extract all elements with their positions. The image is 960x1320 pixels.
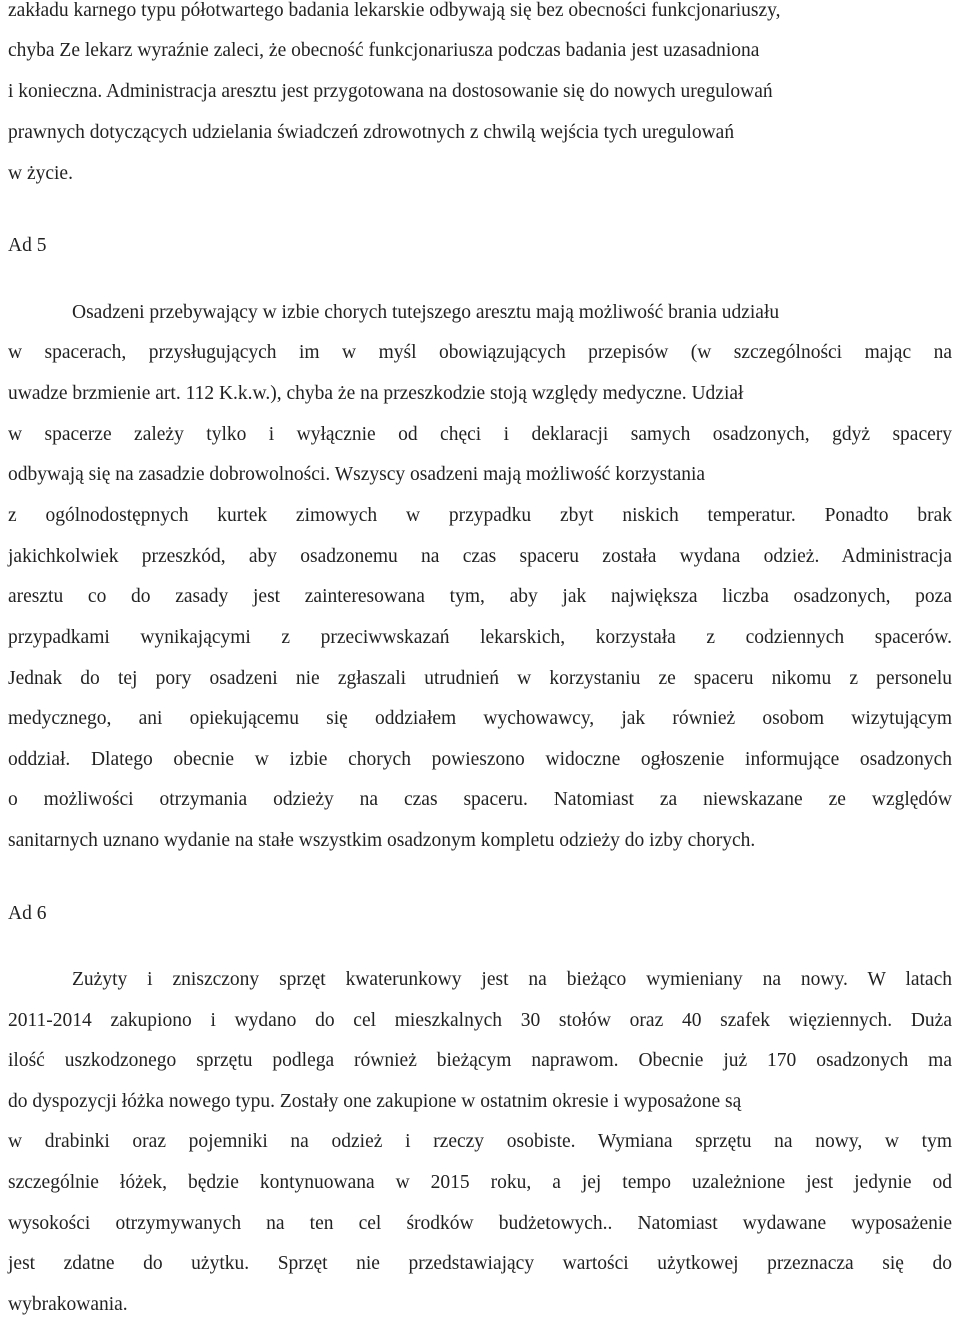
ad5-line-13: o możliwości otrzymania odzieży na czas spaceru. Natomiast za niewskazane ze względów xyxy=(8,789,952,810)
ad5-line-2: w spacerach, przysługujących im w myśl obowiązujących przepisów (w szczególności mając na xyxy=(8,342,952,363)
ad6-line-4: do dyspozycji łóżka nowego typu. Zostały one zakupione w ostatnim okresie i wyposażone są xyxy=(8,1091,742,1112)
ad5-line-3: uwadze brzmienie art. 112 K.k.w.), chyba że na przeszkodzie stoją względy medyczne. Udział xyxy=(8,383,744,404)
ad5-line-7: jakichkolwiek przeszkód, aby osadzonemu na czas spaceru została wydana odzież. Administracja xyxy=(8,546,952,567)
ad6-line-2: 2011-2014 zakupiono i wydano do cel mieszkalnych 30 stołów oraz 40 szafek więziennych. Duża xyxy=(8,1010,952,1031)
ad5-line-1: Osadzeni przebywający w izbie chorych tutejszego aresztu mają możliwość brania udziału xyxy=(72,302,780,323)
section-heading-ad5: Ad 5 xyxy=(8,235,47,256)
ad5-line-8: aresztu co do zasady jest zainteresowana tym, aby jak największa liczba osadzonych, poza xyxy=(8,586,952,607)
ad5-line-12: oddział. Dlatego obecnie w izbie chorych powieszono widoczne ogłoszenie informujące osadzonych xyxy=(8,749,952,770)
ad5-line-6: z ogólnodostępnych kurtek zimowych w przypadku zbyt niskich temperatur. Ponadto brak xyxy=(8,505,952,526)
intro-line-3: i konieczna. Administracja aresztu jest przygotowana na dostosowanie się do nowych uregulowań xyxy=(8,81,773,102)
ad6-line-1: Zużyty i zniszczony sprzęt kwaterunkowy jest na bieżąco wymieniany na nowy. W latach xyxy=(72,969,952,990)
ad5-line-11: medycznego, ani opiekującemu się oddziałem wychowawcy, jak również osobom wizytującym xyxy=(8,708,952,729)
ad6-line-3: ilość uszkodzonego sprzętu podlega również bieżącym naprawom. Obecnie już 170 osadzonych ma xyxy=(8,1050,952,1071)
ad6-line-8: jest zdatne do użytku. Sprzęt nie przedstawiający wartości użytkowej przeznacza się do xyxy=(8,1253,952,1274)
ad6-line-7: wysokości otrzymywanych na ten cel środków budżetowych.. Natomiast wydawane wyposażenie xyxy=(8,1213,952,1234)
ad6-line-5: w drabinki oraz pojemniki na odzież i rzeczy osobiste. Wymiana sprzętu na nowy, w tym xyxy=(8,1131,952,1152)
ad5-line-14: sanitarnych uznano wydanie na stałe wszystkim osadzonym kompletu odzieży do izby chorych. xyxy=(8,830,756,851)
ad5-line-10: Jednak do tej pory osadzeni nie zgłaszali utrudnień w korzystaniu ze spaceru nikomu z personelu xyxy=(8,668,952,689)
section-heading-ad6: Ad 6 xyxy=(8,903,47,924)
ad5-line-5: odbywają się na zasadzie dobrowolności. Wszyscy osadzeni mają możliwość korzystania xyxy=(8,464,706,485)
ad5-line-9: przypadkami wynikającymi z przeciwwskazań lekarskich, korzystała z codziennych spacerów. xyxy=(8,627,952,648)
ad6-line-6: szczególnie łóżek, będzie kontynuowana w 2015 roku, a jej tempo uzależnione jest jedynie od xyxy=(8,1172,952,1193)
ad5-line-4: w spacerze zależy tylko i wyłącznie od chęci i deklaracji samych osadzonych, gdyż spacery xyxy=(8,424,952,445)
intro-line-5: w życie. xyxy=(8,163,73,184)
intro-line-4: prawnych dotyczących udzielania świadczeń zdrowotnych z chwilą wejścia tych uregulowań xyxy=(8,122,735,143)
ad6-line-9: wybrakowania. xyxy=(8,1294,128,1315)
intro-line-2: chyba Ze lekarz wyraźnie zaleci, że obecność funkcjonariusza podczas badania jest uzasadniona xyxy=(8,40,760,61)
intro-line-1: zakładu karnego typu półotwartego badania lekarskie odbywają się bez obecności funkcjonariuszy, xyxy=(8,0,781,21)
